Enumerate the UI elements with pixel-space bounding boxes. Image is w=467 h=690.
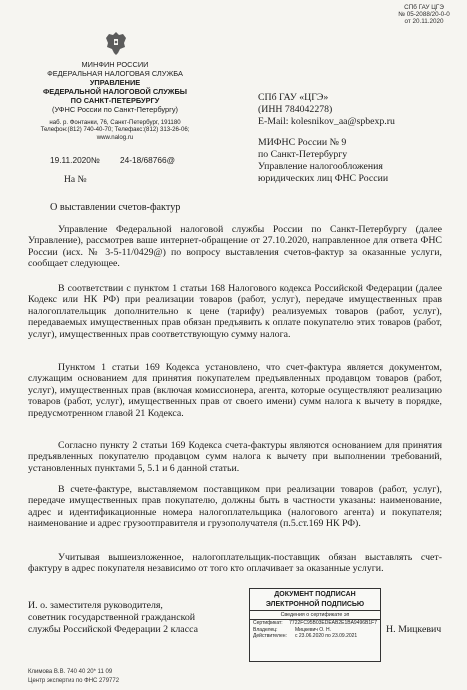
outgoing-number: 24-18/68766@ — [120, 155, 176, 165]
stamp-line-number: № 05-2088/20-0-0 — [398, 11, 450, 19]
paragraph-4 — [28, 440, 442, 474]
signatory-position: И. о. заместителя руководителя, — [28, 600, 163, 611]
letterhead-phones: Телефон:(812) 740-40-70; Телефакс:(812) 313-26-06; — [40, 126, 190, 134]
stamp-line-org: СПб ГАУ ЦГЭ — [404, 4, 444, 11]
executor-center: Центр экспертиз по ФНС 279772 — [28, 678, 120, 684]
signatory-name: Н. Мицкевич — [386, 624, 442, 635]
letter-subject: О выставлении счетов-фактур — [50, 202, 181, 213]
letterhead-address: наб. р. Фонтанки, 76, Санкт-Петербург, 191180 — [49, 119, 181, 126]
esign-title-line2: ЭЛЕКТРОННОЙ ПОДПИСЬЮ — [265, 601, 365, 608]
stamp-line-date: от 20.11.2020 — [404, 18, 444, 26]
esign-validity-label: Действителен: — [253, 633, 287, 639]
paragraph-2-text: В соответствии с пунктом 1 статьи 168 Налогового кодекса Российской Федерации (далее Кодекс или НК РФ) при реализации товаров (работ, услуг), передаче имущественных прав налогоплательщик дополнительно к цене (тарифу) реализуемых товаров (работ, услуг), передаваемых имущественных прав обязан предъявить к оплате покупателю этих товаров (работ, услуг), имущественных прав соответствующую сумму налога. — [28, 283, 442, 340]
paragraph-6-text: Учитывая вышеизложенное, налогоплательщик-поставщик обязан выставлять счет-фактуру в адрес покупателя независимо от того кто оплачивает за оказанные услуги. — [28, 552, 442, 575]
paragraph-5 — [28, 484, 442, 530]
paragraph-3 — [28, 362, 442, 419]
letterhead-department-line2: ФЕДЕРАЛЬНОЙ НАЛОГОВОЙ СЛУЖБЫ — [42, 87, 188, 96]
paragraph-3-text: Пунктом 1 статьи 169 Кодекса установлено, что счет-фактура является документом, служащим основанием для принятия покупателем предъявленных продавцом товаров (работ, услуг), имущественных прав (включая комиссионера, агента, которые осуществляют реализацию товаров (работ, услуг), имущественных прав от своего имени) сумм налога к вычету в порядке, предусмотренном главой 21 Кодекса. — [28, 362, 442, 419]
letterhead-short-name: (УФНС России по Санкт-Петербургу) — [52, 105, 178, 114]
paragraph-5-text: В счете-фактуре, выставляемом поставщиком при реализации товаров (работ, услуг), передаче имущественных прав покупателю, должны быть в частности указаны: наименование, адрес и идентификационные номера налогоплательщика (налогового агента) и покупателя; наименование и адрес грузоотправителя и грузополучателя (п.5.ст.169 НК РФ). — [28, 484, 442, 530]
electronic-signature-stamp — [249, 588, 381, 662]
addressee-mifns: МИФНС России № 9 — [258, 137, 347, 148]
letterhead-website: www.nalog.ru — [96, 133, 134, 141]
reference-number-label: На № — [64, 175, 87, 185]
paragraph-4-text: Согласно пункту 2 статьи 169 Кодекса счета-фактуры являются основанием для принятия предъявленных покупателю продавцом сумм налога к вычету при выполнении требований, установленных пунктами 5, 5.1 и 6 данной статьи. — [28, 440, 442, 474]
esign-certificate-value: 7722FC95B03EDEAB2E1BA9496B1F7 — [289, 620, 377, 626]
letterhead — [20, 60, 210, 141]
paragraph-1 — [28, 224, 442, 270]
letterhead-service: ФЕДЕРАЛЬНАЯ НАЛОГОВАЯ СЛУЖБА — [47, 69, 183, 78]
addressee-department: Управление налогообложения — [258, 161, 383, 172]
addressee-inn: (ИНН 784042278) — [258, 104, 333, 115]
esign-title: ДОКУМЕНТ ПОДПИСАН — [274, 591, 356, 598]
paragraph-2 — [28, 283, 442, 340]
esign-certificate-label: Сертификат: — [253, 620, 283, 626]
paragraph-1-text: Управление Федеральной налоговой службы России по Санкт-Петербургу (далее Управление), рассмотрев ваше интернет-обращение от 27.10.2020, направленное для ответа ФНС России (исх. № 3-5-11/0429@) по вопросу выставления счетов-фактур за оказанные услуги, сообщает следующее. — [28, 224, 442, 270]
letterhead-department-line3: ПО САНКТ-ПЕТЕРБУРГУ — [70, 96, 160, 105]
esign-subtitle: Сведения о сертификате эп — [250, 610, 380, 620]
paragraph-6 — [28, 552, 442, 575]
outgoing-date: 19.11.2020№ — [50, 155, 100, 165]
addressee-org: СПб ГАУ «ЦГЭ» — [258, 92, 329, 103]
signatory-rank-line2: службы Российской Федерации 2 класса — [28, 624, 198, 635]
esign-row-validity — [250, 633, 380, 640]
executor-info: Климова В.В. 740 40 20* 11 09 — [28, 669, 113, 675]
addressee-city: по Санкт-Петербургу — [258, 149, 348, 160]
addressee-department-line2: юридических лиц ФНС России — [258, 173, 389, 184]
letterhead-department: УПРАВЛЕНИЕ — [89, 78, 141, 87]
esign-owner-label: Владелец: — [253, 626, 278, 633]
esign-validity-value: с 23.06.2020 по 23.09.2021 — [295, 633, 358, 639]
esign-owner-value: Мицкевич О. Н. — [295, 626, 331, 633]
signatory-rank: советник государственной гражданской — [28, 612, 196, 623]
letterhead-ministry: МИНФИН РОССИИ — [81, 60, 149, 69]
coat-of-arms-icon — [104, 30, 128, 56]
registration-stamp — [389, 4, 459, 26]
addressee-email: E-Mail: kolesnikov_aa@spbexp.ru — [258, 116, 395, 127]
signatory-block — [28, 600, 198, 636]
